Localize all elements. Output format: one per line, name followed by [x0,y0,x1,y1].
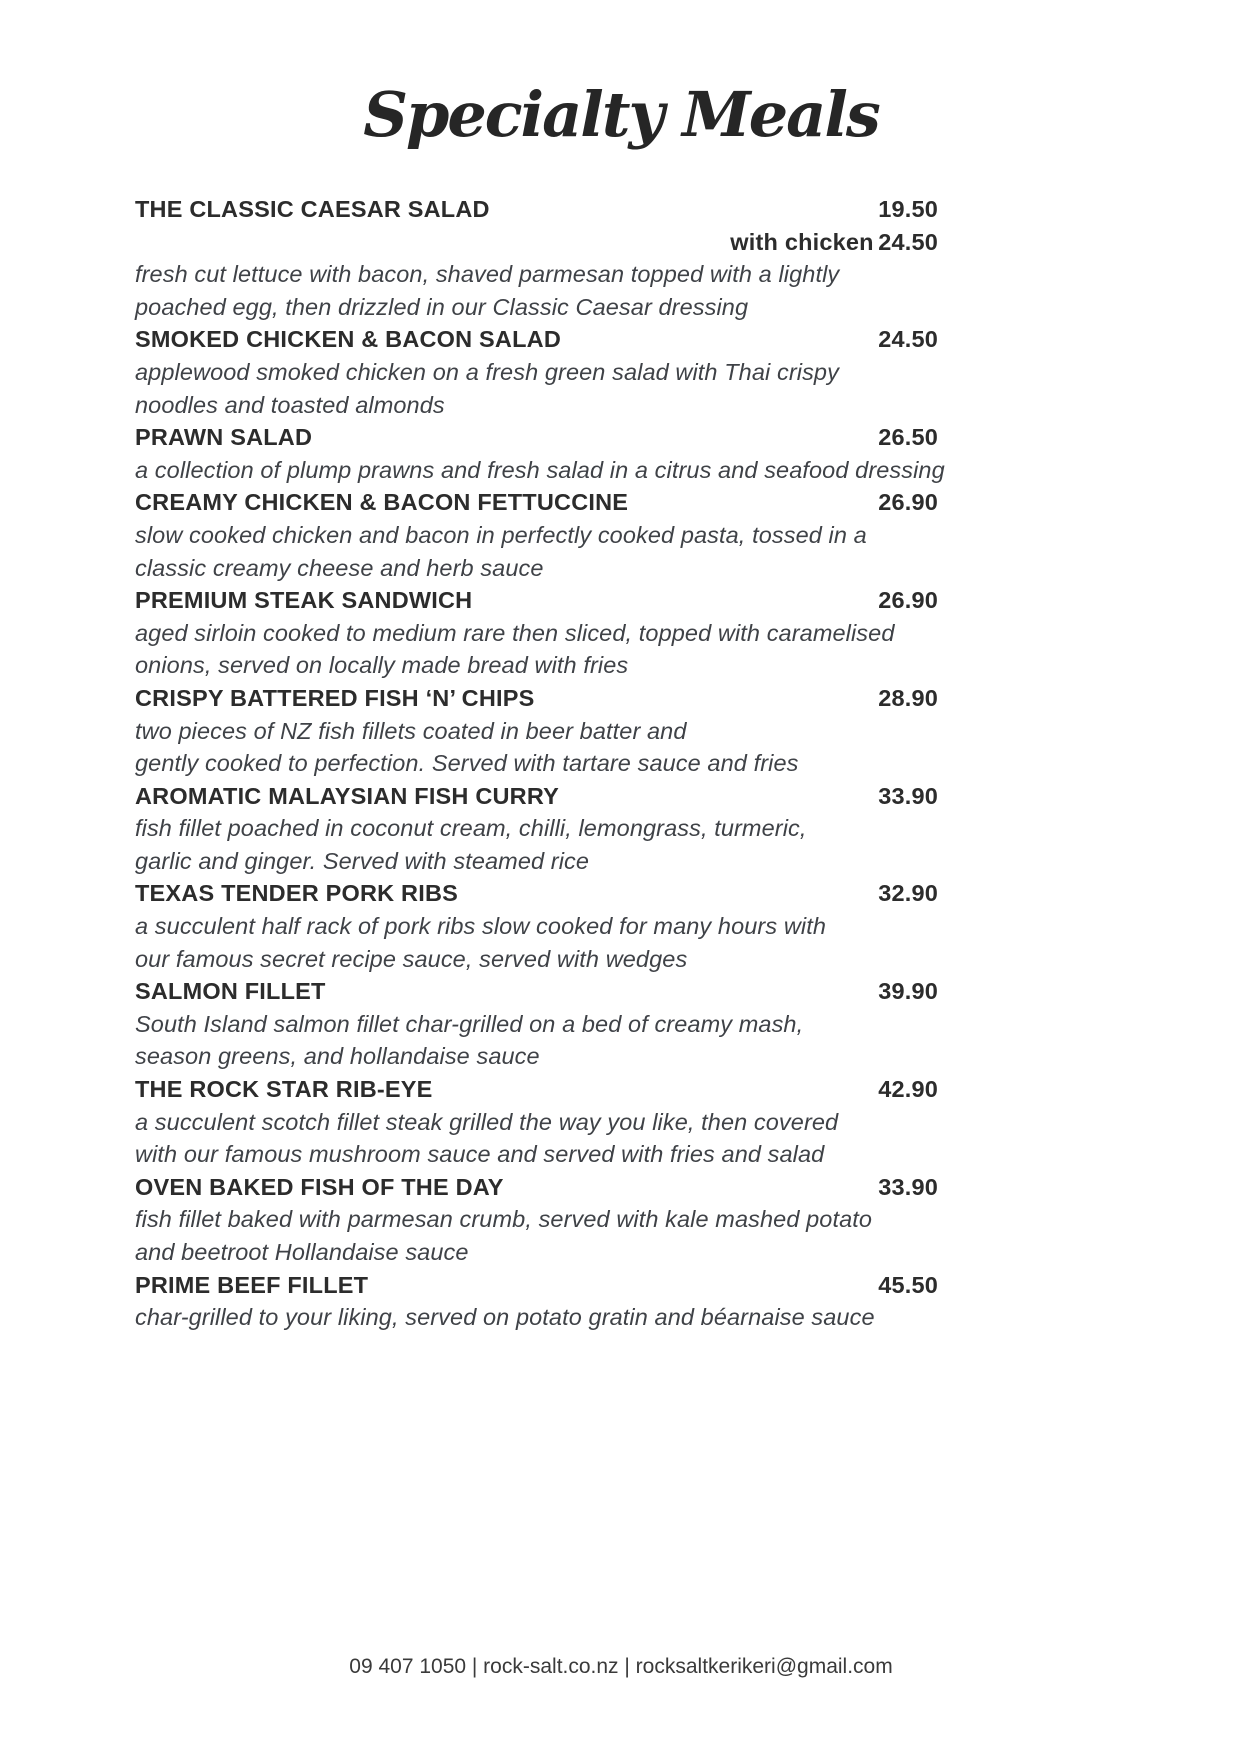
menu-item [135,486,938,584]
menu-item-desc-line: classic creamy cheese and herb sauce [135,554,544,581]
menu-item-desc-line: onions, served on locally made bread with fries [135,652,629,679]
menu-item-desc-line: two pieces of NZ fish fillets coated in beer batter and [135,717,687,744]
menu-item [135,682,938,780]
menu-item-header [135,1073,938,1106]
menu-item [135,193,938,323]
menu-item [135,780,938,878]
menu-item-desc-line: fish fillet poached in coconut cream, chilli, lemongrass, turmeric, [135,815,807,842]
menu-item-desc-line: char-grilled to your liking, served on potato gratin and béarnaise sauce [135,1304,875,1331]
menu-item-price: 32.90 [878,880,938,907]
menu-item-desc-line: fish fillet baked with parmesan crumb, served with kale mashed potato [135,1206,873,1233]
menu-item-desc-line: South Island salmon fillet char-grilled on a bed of creamy mash, [135,1010,804,1037]
menu-item [135,323,938,421]
menu-item-header [135,486,938,519]
menu-item-header [135,1171,938,1204]
menu-item [135,877,938,975]
menu-item-desc-line: our famous secret recipe sauce, served with wedges [135,945,688,972]
menu-item [135,1073,938,1171]
menu-item [135,584,938,682]
menu-item-subline-label: with chicken [730,228,874,255]
menu-item [135,421,945,486]
menu-item [135,1171,938,1269]
menu-item-header [135,682,938,715]
menu-item-desc-line: a succulent scotch fillet steak grilled the way you like, then covered [135,1108,839,1135]
menu-item-price: 26.90 [878,489,938,516]
menu-item-desc-line: poached egg, then drizzled in our Classic Caesar dressing [135,293,749,320]
menu-item-name: PRIME BEEF FILLET [135,1271,369,1298]
menu-item-desc-line: garlic and ginger. Served with steamed rice [135,847,590,874]
menu-item-price: 28.90 [878,684,938,711]
menu-item-name: PREMIUM STEAK SANDWICH [135,587,473,614]
menu-item-name: THE ROCK STAR RIB-EYE [135,1076,433,1103]
menu-item-price: 19.50 [878,196,938,222]
menu-item-name: PRAWN SALAD [135,424,313,451]
menu-item-desc-line: with our famous mushroom sauce and served with fries and salad [135,1141,825,1168]
menu-item-desc-line: slow cooked chicken and bacon in perfectly cooked pasta, tossed in a [135,521,867,548]
menu-item-name: OVEN BAKED FISH OF THE DAY [135,1173,504,1200]
menu-item-name: AROMATIC MALAYSIAN FISH CURRY [135,782,560,809]
menu-item-subline-price: 24.50 [878,228,938,255]
menu-item-desc-line: a succulent half rack of pork ribs slow cooked for many hours with [135,913,827,940]
menu-item-name: CRISPY BATTERED FISH ‘N’ CHIPS [135,684,535,711]
menu-item-header [135,193,938,226]
menu-item-desc-line: noodles and toasted almonds [135,391,445,418]
menu-item-name: TEXAS TENDER PORK RIBS [135,880,458,907]
page-title: Specialty Meals [363,78,879,151]
menu-item-price: 39.90 [878,978,938,1005]
menu-item-header [135,1269,938,1302]
menu-item-header [135,975,938,1008]
menu-item-price: 24.50 [878,326,938,353]
menu-item-price: 45.50 [878,1271,938,1298]
menu-item-header [135,584,938,617]
footer-contact: 09 407 1050 | rock-salt.co.nz | rocksaltkerikeri@gmail.com [349,1655,893,1678]
menu-item-price: 26.50 [878,424,938,451]
menu-item [135,1269,938,1334]
menu-item-name: CREAMY CHICKEN & BACON FETTUCCINE [135,489,629,516]
menu-item-header [135,421,938,454]
menu-item-desc-line: aged sirloin cooked to medium rare then sliced, topped with caramelised [135,619,895,646]
menu-item-header [135,323,938,356]
menu-item-price: 33.90 [878,1173,938,1200]
menu-item-price: 26.90 [878,587,938,614]
menu-item-desc-line: and beetroot Hollandaise sauce [135,1239,469,1265]
menu-item-list [135,193,945,1334]
menu-item-desc-line: applewood smoked chicken on a fresh green salad with Thai crispy [135,358,839,385]
menu-item-name: SALMON FILLET [135,978,326,1005]
menu-item-desc-line: gently cooked to perfection. Served with tartare sauce and fries [135,750,799,777]
menu-item-price: 33.90 [878,782,938,809]
menu-item-name: THE CLASSIC CAESAR SALAD [135,196,490,222]
menu-item [135,975,938,1073]
menu-item-subline [135,226,938,259]
menu-item-price: 42.90 [878,1076,938,1103]
menu-item-name: SMOKED CHICKEN & BACON SALAD [135,326,561,353]
menu-item-desc-line: season greens, and hollandaise sauce [135,1043,540,1070]
menu-item-desc-line: a collection of plump prawns and fresh salad in a citrus and seafood dressing [135,456,945,483]
menu-item-desc-line: fresh cut lettuce with bacon, shaved parmesan topped with a lightly [135,261,840,288]
menu-item-header [135,877,938,910]
menu-item-header [135,780,938,813]
